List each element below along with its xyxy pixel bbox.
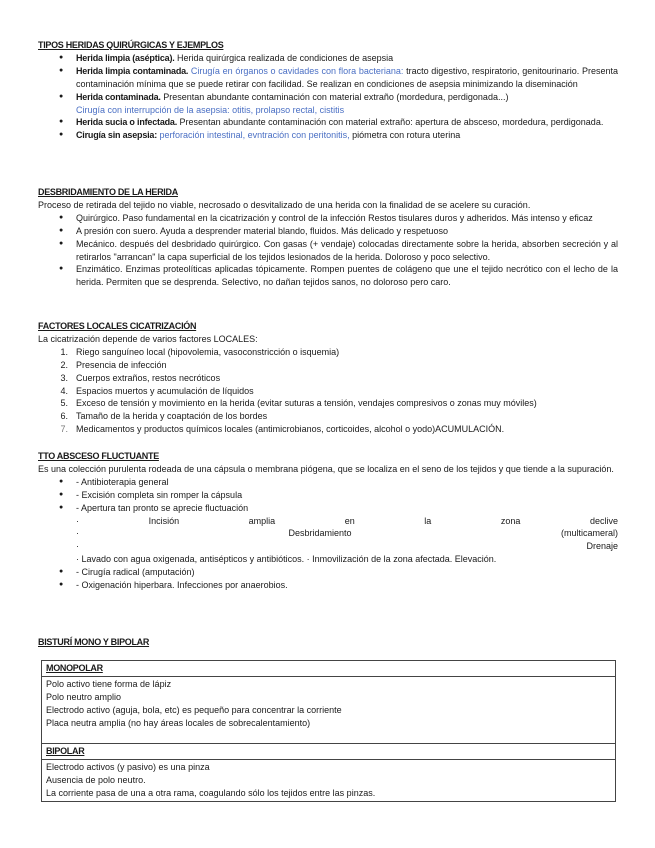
table-cell: [42, 661, 616, 677]
section-scalpel: [38, 636, 618, 649]
list-item: [38, 372, 618, 385]
section-heading: TTO ABSCESO FLUCTUANTE: [38, 451, 159, 461]
bullet-dot: ·: [76, 515, 79, 526]
section-healing-factors: [38, 320, 618, 436]
term: Herida limpia contaminada.: [76, 65, 189, 76]
item-number: 5.: [60, 398, 68, 409]
table-line: Electrodo activo (aguja, bola, etc) es pequeño para concentrar la corriente: [46, 704, 342, 715]
list-item: [38, 359, 618, 372]
bullet-list: [38, 566, 618, 592]
section-heading: BISTURÍ MONO Y BIPOLAR: [38, 637, 150, 647]
word: zona: [500, 515, 521, 526]
list-item: [38, 410, 618, 423]
table-heading: BIPOLAR: [46, 746, 85, 757]
word: Drenaje: [586, 541, 618, 552]
sub-line: [76, 540, 618, 553]
list-item: [38, 423, 618, 436]
sub-list: [38, 515, 618, 554]
list-item: ● - Cirugía radical (amputación): [38, 566, 618, 579]
list-item: ● - Apertura tan pronto se aprecie fluctuación: [38, 502, 618, 515]
section-intro: La cicatrización depende de varios factores LOCALES:: [38, 333, 258, 344]
item-text: Presencia de infección: [76, 359, 167, 370]
word: en: [344, 515, 355, 526]
section-heading: FACTORES LOCALES CICATRIZACIÓN: [38, 321, 197, 331]
term: Cirugía sin asepsia:: [76, 130, 158, 141]
list-item: [38, 129, 618, 142]
bullet-dot: ·: [76, 541, 79, 552]
list-item: [38, 116, 618, 129]
table-line: Placa neutra amplia (no hay áreas locales de sobrecalentamiento): [46, 717, 311, 728]
list-item: ● Quirúrgico. Paso fundamental en la cicatrización y control de la infección Restos tisulares duros y adheridos. Más intenso y eficaz: [38, 212, 618, 225]
description: Presentan abundante contaminación con material extraño: apertura de absceso, mordedura, perdigonada.: [177, 117, 604, 128]
table-row: [42, 744, 616, 760]
table-row: [42, 676, 616, 744]
table-line: Electrodo activos (y pasivo) es una pinza: [46, 762, 210, 773]
table-line: Polo neutro amplio: [46, 691, 122, 702]
sub-line: [76, 527, 618, 540]
list-item: [38, 52, 618, 65]
word: la: [424, 515, 432, 526]
item-text: Tamaño de la herida y coaptación de los bordes: [76, 411, 268, 422]
bullet-dot: ·: [76, 528, 79, 539]
bullet-list: [38, 476, 618, 515]
scalpel-table: [41, 660, 616, 802]
section-debridement: [38, 186, 618, 289]
table-row: [42, 661, 616, 677]
table-spacer: [46, 730, 611, 743]
item-text: Cuerpos extraños, restos necróticos: [76, 372, 221, 383]
section-wound-types: [38, 39, 618, 142]
list-item: [38, 65, 618, 91]
sub-line: · Lavado con agua oxigenada, antisépticos y antibióticos. · Inmovilización de la zona afectada. Elevación.: [76, 554, 497, 565]
item-text: Medicamentos y productos químicos locales (antimicrobianos, corticoides, alcohol o yodo)ACUMULACIÓN.: [76, 424, 505, 435]
list-item: ● A presión con suero. Ayuda a desprender material blando, fluidos. Más delicado y respetuoso: [38, 225, 618, 238]
sub-line: [76, 515, 618, 528]
bullet-list: [38, 212, 618, 289]
description: Presentan abundante contaminación con material extraño (mordedura, perdigonada...): [160, 91, 509, 102]
highlight: perforación intestinal, evntración con peritonitis,: [157, 130, 350, 141]
item-number: 6.: [60, 411, 68, 422]
table-heading: MONOPOLAR: [46, 663, 103, 673]
list-item: [38, 397, 618, 410]
word: declive: [589, 515, 618, 526]
table-cell: [42, 676, 616, 744]
table-line: Polo activo tiene forma de lápiz: [46, 678, 172, 689]
description: piómetra con rotura uterina: [349, 130, 461, 141]
table-cell: [42, 760, 616, 802]
item-number: 1.: [60, 346, 68, 357]
section-intro: Proceso de retirada del tejido no viable, necrosado o desvitalizado de una herida con la finalidad de se acelere su curación.: [38, 199, 531, 210]
section-heading: DESBRIDAMIENTO DE LA HERIDA: [38, 187, 178, 197]
item-text: Exceso de tensión y movimiento en la herida (evitar suturas a tensión, vendajes compresivos o zonas muy móviles): [76, 398, 537, 409]
section-heading: TIPOS HERIDAS QUIRÚRGICAS Y EJEMPLOS: [38, 40, 224, 50]
term: Herida contaminada.: [76, 91, 161, 102]
list-item: [38, 346, 618, 359]
word: Incisión: [148, 515, 180, 526]
term: Herida limpia (aséptica).: [76, 52, 175, 63]
item-number: 2.: [60, 359, 68, 370]
word: (multicameral): [560, 528, 618, 539]
item-number: 7.: [60, 424, 68, 435]
list-item: ● - Oxigenación hiperbara. Infecciones por anaerobios.: [38, 579, 618, 592]
table-line: Ausencia de polo neutro.: [46, 775, 146, 786]
item-number: 3.: [60, 372, 68, 383]
list-item: [38, 91, 618, 117]
table-cell: [42, 744, 616, 760]
section-intro: Es una colección purulenta rodeada de una cápsula o membrana piógena, que se localiza en el seno de los tejidos y que tiende a la supuración.: [38, 463, 614, 474]
list-item: ● Mecánico. después del desbridado quirúrgico. Con gasas (+ vendaje) colocadas directamente sobre la herida, absorben secreción y al retirarlos "arrancan" la capa superficial de los tejidos lesionados de la herida. Doloroso y poco selectivo.: [38, 238, 618, 264]
term: Herida sucia o infectada.: [76, 117, 178, 128]
numbered-list: [38, 346, 618, 436]
list-item: ● - Antibioterapia general: [38, 476, 618, 489]
table-line: La corriente pasa de una a otra rama, coagulando sólo los tejidos entre las pinzas.: [46, 788, 376, 799]
highlight: Cirugía en órganos o cavidades con flora bacteriana:: [188, 65, 404, 76]
item-number: 4.: [60, 385, 68, 396]
item-text: Riego sanguíneo local (hipovolemia, vasoconstricción o isquemia): [76, 346, 340, 357]
section-abscess: [38, 450, 618, 592]
list-item: ● - Excisión completa sin romper la cápsula: [38, 489, 618, 502]
description: tracto digestivo, respiratorio, genitourinario. Presenta contaminación mínima que se puede retirar con facilidad. Se realizan en condiciones de asepsia minimizando la diseminación: [76, 65, 618, 89]
item-text: Espacios muertos y acumulación de líquidos: [76, 385, 254, 396]
word: amplia: [248, 515, 276, 526]
list-item: [38, 385, 618, 398]
list-item: ● Enzimático. Enzimas proteolíticas aplicadas tópicamente. Rompen puentes de colágeno que une el tejido necrótico con el lecho de la herida. Permiten que se desprenda. Selectivo, no dañan tejidos sanos, no doloroso pero caro.: [38, 263, 618, 289]
bullet-list: [38, 52, 618, 142]
table-row: [42, 760, 616, 802]
highlight: Cirugía con interrupción de la asepsia: otitis, prolapso rectal, cistitis: [76, 104, 345, 115]
description: Herida quirúrgica realizada de condiciones de asepsia: [174, 52, 394, 63]
word: Desbridamiento: [288, 528, 352, 539]
